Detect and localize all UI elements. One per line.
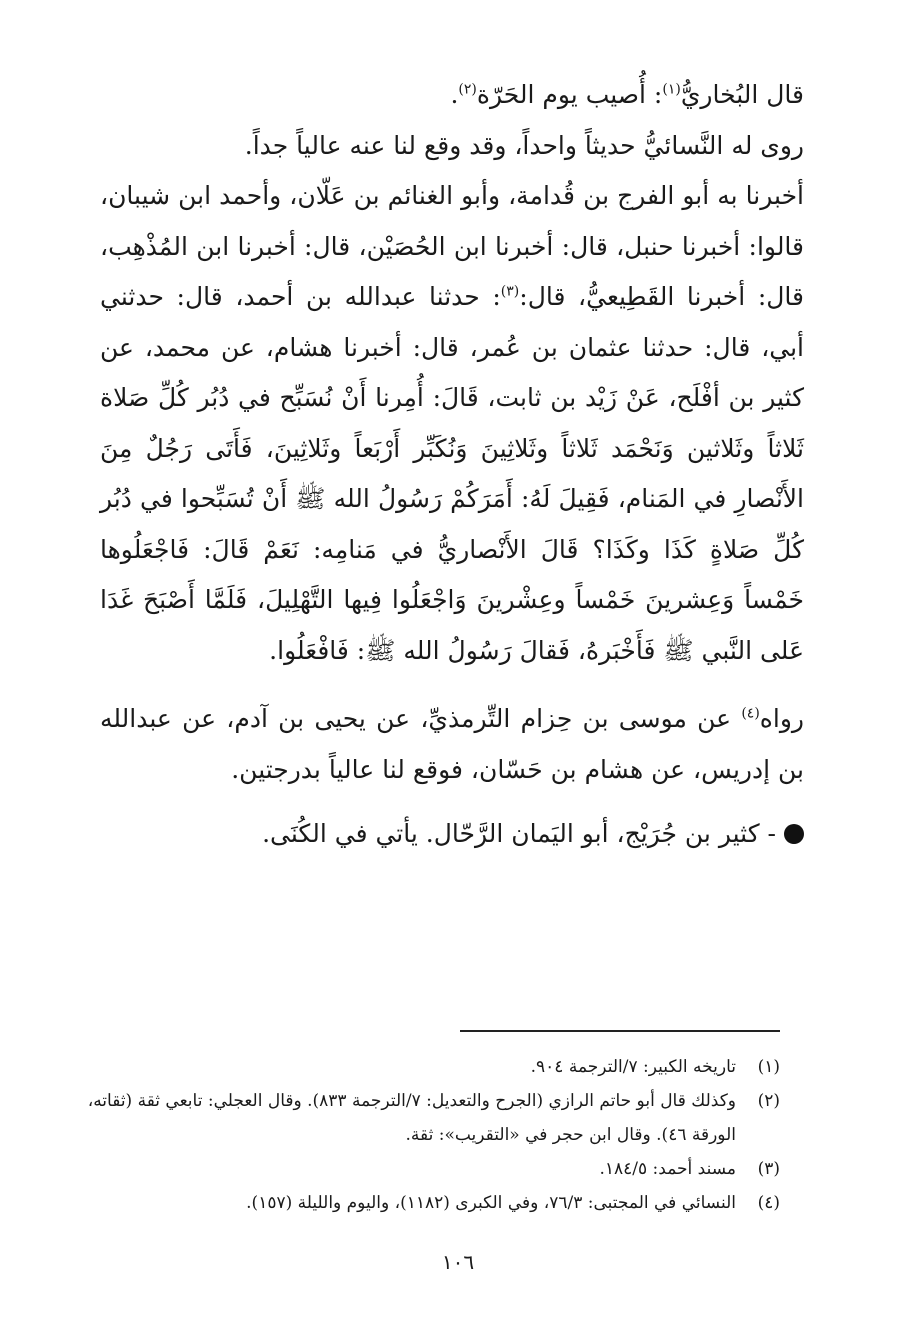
paragraph-hadith-chain [100,171,804,676]
footnote-text: تاريخه الكبير: ٧/الترجمة ٩٠٤. [530,1057,736,1077]
paragraph-bukhari-quote [100,70,804,121]
bullet-entry-kathir [100,809,804,860]
riwayah-text-rest: عن موسى بن حِزام التِّرمذيِّ، عن يحيى بن آدم، عن عبدالله بن إدريس، عن هشام بن حَسّان، فوقع لنا عالياً بدرجتين. [100,704,804,784]
footnote-2 [80,1084,780,1152]
footnote-number: (٤) [757,1193,780,1213]
footnote-divider [460,1030,780,1032]
hadith-chain-text-start: أخبرنا به أبو الفرج بن قُدامة، وأبو الغنائم بن عَلّان، وأحمد ابن شيبان، قالوا: أخبرنا حنبل، قال: أخبرنا ابن الحُصَيْن، قال: أخبرنا ابن المُذْهِب، قال: أخبرنا القَطِيعيُّ، قال: [100,181,804,311]
footnotes-section [80,1050,780,1220]
paragraph-riwayah [100,694,804,795]
footnote-number: (٢) [757,1091,780,1111]
main-text-block [100,70,804,860]
bukhari-quote-end: . [450,80,459,109]
footnote-text: النسائي في المجتبى: ٧٦/٣، وفي الكبرى (١١٨٢)، واليوم والليلة (١٥٧). [246,1193,736,1213]
riwayah-text-start: رواه [759,704,804,733]
nasai-narration-text: روى له النَّسائيُّ حديثاً واحداً، وقد وقع لنا عنه عالياً جداً. [244,130,804,160]
footnote-number: (٣) [757,1159,780,1179]
footnote-4 [80,1186,780,1220]
footnote-ref-3: (٣) [500,283,520,300]
footnote-ref-4: (٤) [741,705,760,722]
hadith-chain-text-rest: : حدثنا عبدالله بن أحمد، قال: حدثني أبي، قال: حدثنا عثمان بن عُمر، قال: أخبرنا هشام، عن محمد، عن كثير بن أفْلَح، عَنْ زَيْد بن ثابت، قَالَ: أُمِرنا أَنْ نُسَبِّح في دُبُر كُلِّ صَلاة ثَلاثاً وثَلاثين وَنَحْمَد ثَلاثاً وثَلاثِينَ وَنُكَبِّر أَرْبَعاً وثَلاثِينَ، فَأَتَى رَجُلٌ مِنَ الأَنْصارِ في المَنام، فَقِيلَ لَهُ: أَمَرَكُمْ رَسُولُ الله ﷺ أَنْ تُسَبِّحوا في دُبُر كُلِّ صَلاةٍ كَذَا وكَذَا؟ قَالَ الأَنْصاريُّ في مَنامِه: نَعَمْ قَالَ: فَاجْعَلُوها خَمْساً وَعِشرينَ خَمْساً وعِشْرينَ وَاجْعَلُوا فِيها التَّهْلِيلَ، فَلَمَّا أَصْبَحَ غَدَا عَلى النَّبي ﷺ فَأَخْبَرهُ، فَقالَ رَسُولُ الله ﷺ: فَافْعَلُوا. [100,282,804,665]
page-number: ١٠٦ [441,1250,475,1274]
footnote-ref-2: (٢) [458,81,477,98]
footnote-ref-1: (١) [662,81,681,98]
footnote-3 [80,1152,780,1186]
bullet-entry-text: - كثير بن جُرَيْج، أبو اليَمان الرَّحّال. يأتي في الكُنَى. [262,819,776,848]
footnote-1 [80,1050,780,1084]
footnote-text: وكذلك قال أبو حاتم الرازي (الجرح والتعديل: ٧/الترجمة ٨٣٣). وقال العجلي: تابعي ثقة (ثقاته، الورقة ٤٦). وقال ابن حجر في «التقريب»: ثقة. [87,1091,736,1145]
footnote-number: (١) [757,1057,780,1077]
bullet-dot-icon [784,824,804,844]
bukhari-quote-middle: : أُصيب يوم الحَرّة [476,80,663,109]
footnote-text: مسند أحمد: ١٨٤/٥. [599,1159,736,1179]
paragraph-nasai-narration [100,121,804,172]
bukhari-quote-start: قال البُخاريُّ [680,80,804,109]
